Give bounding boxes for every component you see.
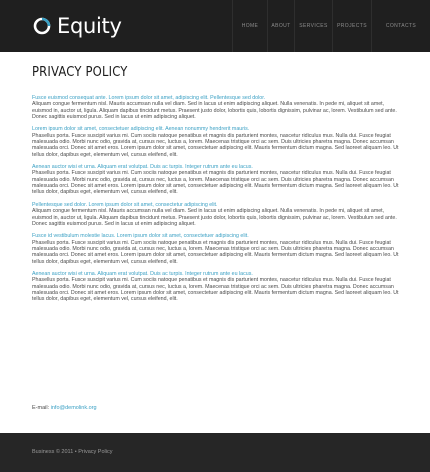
section-heading: Aenean auctor wisi et urna. Aliquam erat volutpat. Duis ac turpis. Integer rutrum ante eu lacus. (32, 270, 253, 277)
ring-logo-icon (33, 17, 51, 35)
nav-about[interactable]: ABOUT (267, 0, 294, 52)
policy-section (32, 126, 400, 158)
section-heading: Aenean auctor wisi et urna. Aliquam erat volutpat. Duis ac turpis. Integer rutrum ante eu lacus. (32, 164, 253, 171)
section-body: Aliquam congue fermentum nisl. Mauris accumsan nulla vel diam. Sed in lacus ut enim adipiscing aliquet. Nulla venenatis. In pede mi, aliquet sit amet, euismod in, auctor ut, ligula. Aliquam dapibus tincidunt metus. Praesent justo dolor, lobortis quis, lobortis dignissim, pulvinar ac, lorem. Vestibulum sed ante. Donec sagittis euismod purus. Sed in lacus ut enim adipiscing aliquet. (32, 208, 397, 227)
footer-text: Business © 2011 • Privacy Policy (32, 449, 113, 455)
policy-section (32, 164, 400, 196)
section-heading: Fusce euismod consequat ante. Lorem ipsum dolor sit amet, adipiscing elit. Pellentesque sed dolor. (32, 95, 266, 101)
email-link[interactable]: info@demolink.org (50, 405, 97, 411)
section-heading: Pellentesque sed dolor. Lorem ipsum dolor sit amet, consectetur adipiscing elit. (32, 201, 218, 208)
section-body: Phasellus porta. Fusce suscipit varius mi. Cum sociis natoque penatibus et magnis dis parturient montes, nascetur ridiculus mus. Nulla dui. Fusce feugiat malesuada odio. Morbi nunc odio, gravida at, cursus nec, luctus a, lorem. Maecenas tristique orci ac sem. Duis ultricies pharetra magna. Donec accumsan malesuada orci. Donec sit amet eros. Lorem ipsum dolor sit amet, consectetuer adipiscing elit. Mauris fermentum dictum magna. Sed laoreet aliquam leo. Ut tellus dolor, dapibus eget, elementum vel, cursus eleifend, elit. (32, 132, 399, 158)
site-header (0, 0, 430, 52)
policy-section (32, 271, 400, 303)
nav-contacts[interactable]: CONTACTS (371, 0, 430, 52)
page-title: PRIVACY POLICY (32, 64, 128, 80)
policy-content (32, 95, 400, 309)
section-body: Phasellus porta. Fusce suscipit varius mi. Cum sociis natoque penatibus et magnis dis parturient montes, nascetur ridiculus mus. Nulla dui. Fusce feugiat malesuada odio. Morbi nunc odio, gravida at, cursus nec, luctus a, lorem. Maecenas tristique orci ac sem. Duis ultricies pharetra magna. Donec accumsan malesuada orci. Donec sit amet eros. Lorem ipsum dolor sit amet, consectetuer adipiscing elit. Mauris fermentum dictum magna. Sed laoreet aliquam leo. Ut tellus dolor, dapibus eget, elementum vel, cursus eleifend, elit. (32, 239, 399, 265)
policy-section (32, 95, 400, 120)
site-footer (0, 433, 430, 472)
main-nav (232, 0, 430, 52)
section-heading: Lorem ipsum dolor sit amet, consectetuer adipiscing elit. Aenean nonummy hendrerit mauris. (32, 126, 250, 133)
nav-home[interactable]: HOME (232, 0, 267, 52)
nav-services[interactable]: SERVICES (294, 0, 332, 52)
policy-section (32, 202, 400, 227)
section-heading: Fusce id vestibulum molestie lacus. Lorem ipsum dolor sit amet, consectetuer adipiscing elit. (32, 233, 249, 240)
policy-section (32, 233, 400, 265)
section-body: Phasellus porta. Fusce suscipit varius mi. Cum sociis natoque penatibus et magnis dis parturient montes, nascetur ridiculus mus. Nulla dui. Fusce feugiat malesuada odio. Morbi nunc odio, gravida at, cursus nec, luctus a, lorem. Maecenas tristique orci ac sem. Duis ultricies pharetra magna. Donec accumsan malesuada orci. Donec sit amet eros. Lorem ipsum dolor sit amet, consectetuer adipiscing elit. Mauris fermentum dictum magna. Sed laoreet aliquam leo. Ut tellus dolor, dapibus eget, elementum vel, cursus eleifend, elit. (32, 277, 399, 303)
nav-projects[interactable]: PROJECTS (332, 0, 371, 52)
site-logo[interactable] (33, 13, 122, 39)
email-label: E-mail: (32, 405, 50, 411)
section-body: Phasellus porta. Fusce suscipit varius mi. Cum sociis natoque penatibus et magnis dis parturient montes, nascetur ridiculus mus. Nulla dui. Fusce feugiat malesuada odio. Morbi nunc odio, gravida at, cursus nec, luctus a, lorem. Maecenas tristique orci ac sem. Duis ultricies pharetra magna. Donec accumsan malesuada orci. Donec sit amet eros. Lorem ipsum dolor sit amet, consectetuer adipiscing elit. Mauris fermentum dictum magna. Sed laoreet aliquam leo. Ut tellus dolor, dapibus eget, elementum vel, cursus eleifend, elit. (32, 170, 399, 196)
section-body: Aliquam congue fermentum nisl. Mauris accumsan nulla vel diam. Sed in lacus ut enim adipiscing aliquet. Nulla venenatis. In pede mi, aliquet sit amet, euismod in, auctor ut, ligula. Aliquam dapibus tincidunt metus. Praesent justo dolor, lobortis quis, lobortis dignissim, pulvinar ac, lorem. Vestibulum sed ante. Donec sagittis euismod purus. Sed in lacus ut enim adipiscing aliquet. (32, 101, 397, 121)
logo-text: Equity (57, 14, 122, 38)
contact-email (32, 405, 97, 411)
